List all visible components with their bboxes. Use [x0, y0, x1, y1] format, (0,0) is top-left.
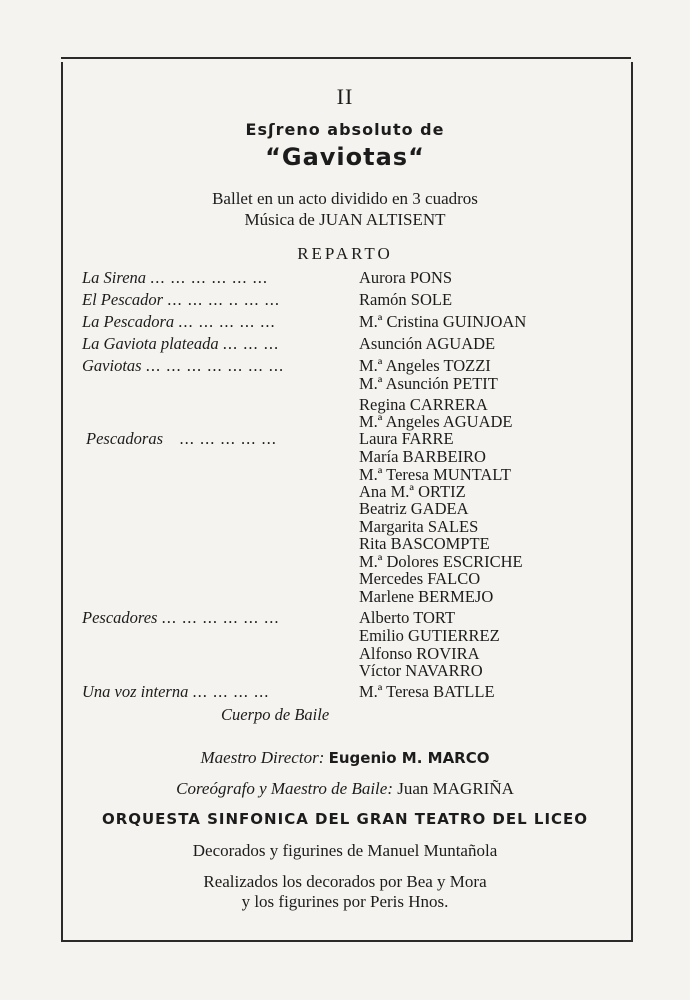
actor-name: Emilio GUTIERREZ: [359, 626, 500, 645]
actor-name: M.ª Cristina GUINJOAN: [359, 312, 527, 331]
role-una-voz-interna: [82, 682, 269, 702]
actor-name: M.ª Dolores ESCRICHE: [359, 552, 523, 571]
bottom-rule: [61, 940, 631, 942]
subtitle-line-1: Ballet en un acto dividido en 3 cuadros: [212, 189, 478, 208]
actor-name: Alfonso ROVIRA: [359, 644, 480, 663]
actor-name: María BARBEIRO: [359, 447, 486, 466]
leader-dots: ... ... ... .. ... ...: [167, 290, 280, 309]
role-pescadores: [82, 608, 279, 628]
actor-name: Rita BASCOMPTE: [359, 534, 490, 553]
role-pescadoras: [86, 429, 277, 449]
leader-dots: ... ... ... ... ... ... ...: [145, 356, 285, 375]
actor-name: Laura FARRE: [359, 429, 454, 448]
role-la-pescadora: [82, 312, 276, 332]
decorados-credit: Decorados y figurines de Manuel Muntañola: [192, 841, 498, 860]
actor-name: Mercedes FALCO: [359, 569, 481, 588]
actor-name: M.ª Angeles AGUADE: [359, 412, 513, 431]
leader-dots: ... ... ... ... ...: [178, 312, 276, 331]
actor-name: Margarita SALES: [359, 517, 479, 536]
role-name: La Gaviota plateada: [82, 334, 219, 353]
actor-name: Asunción AGUADE: [359, 334, 496, 353]
role-name: Una voz interna: [82, 682, 189, 701]
director-name: Eugenio M. MARCO: [328, 749, 490, 767]
realizados-line-1: Realizados los decorados por Bea y Mora: [203, 872, 487, 891]
coreografo-label: Coreógrafo y Maestro de Baile:: [176, 779, 393, 798]
role-name: La Pescadora: [82, 312, 175, 331]
actor-name: Regina CARRERA: [359, 395, 488, 414]
leader-dots: ... ... ... ... ...: [179, 429, 277, 448]
actor-name: Ramón SOLE: [359, 290, 453, 309]
director-credit: [0, 748, 690, 768]
top-rule: [61, 57, 631, 59]
estreno-line: Esʃreno absoluto de: [245, 120, 445, 139]
role-la-sirena: [82, 268, 268, 288]
actor-name: Marlene BERMEJO: [359, 587, 494, 606]
realizados-line-2: y los figurines por Peris Hnos.: [241, 892, 449, 911]
actor-name: Víctor NAVARRO: [359, 661, 483, 680]
orquesta-credit: ORQUESTA SINFONICA DEL GRAN TEATRO DEL LICEO: [101, 810, 589, 828]
cuerpo-de-baile: Cuerpo de Baile: [221, 705, 330, 724]
role-la-gaviota-plateada: [82, 334, 279, 354]
coreografo-credit: [0, 779, 690, 799]
role-name: Gaviotas: [82, 356, 142, 375]
section-numeral: II: [336, 84, 354, 109]
coreografo-name: Juan MAGRIÑA: [397, 779, 514, 798]
role-gaviotas: [82, 356, 284, 376]
actor-name: M.ª Teresa MUNTALT: [359, 465, 511, 484]
ballet-title: “Gaviotas“: [265, 143, 425, 171]
role-name: La Sirena: [82, 268, 147, 287]
leader-dots: ... ... ... ... ... ...: [161, 608, 280, 627]
actor-name: Aurora PONS: [359, 268, 453, 287]
actor-name: M.ª Asunción PETIT: [359, 374, 498, 393]
role-name: Pescadores: [82, 608, 158, 627]
subtitle-line-2: Música de JUAN ALTISENT: [244, 210, 446, 229]
leader-dots: ... ... ... ... ... ...: [150, 268, 269, 287]
director-label: Maestro Director:: [200, 748, 325, 767]
actor-name: Beatriz GADEA: [359, 499, 469, 518]
ballet-subtitle: [0, 188, 690, 230]
actor-name: Ana M.ª ORTIZ: [359, 482, 466, 501]
role-name: Pescadoras: [86, 429, 163, 448]
actor-name: M.ª Teresa BATLLE: [359, 682, 495, 701]
actor-name: Alberto TORT: [359, 608, 456, 627]
role-name: El Pescador: [82, 290, 164, 309]
realizados-credit: [0, 872, 690, 912]
role-el-pescador: [82, 290, 280, 310]
reparto-heading: REPARTO: [297, 244, 393, 263]
leader-dots: ... ... ...: [222, 334, 280, 353]
leader-dots: ... ... ... ...: [192, 682, 270, 701]
actor-name: M.ª Angeles TOZZI: [359, 356, 491, 375]
